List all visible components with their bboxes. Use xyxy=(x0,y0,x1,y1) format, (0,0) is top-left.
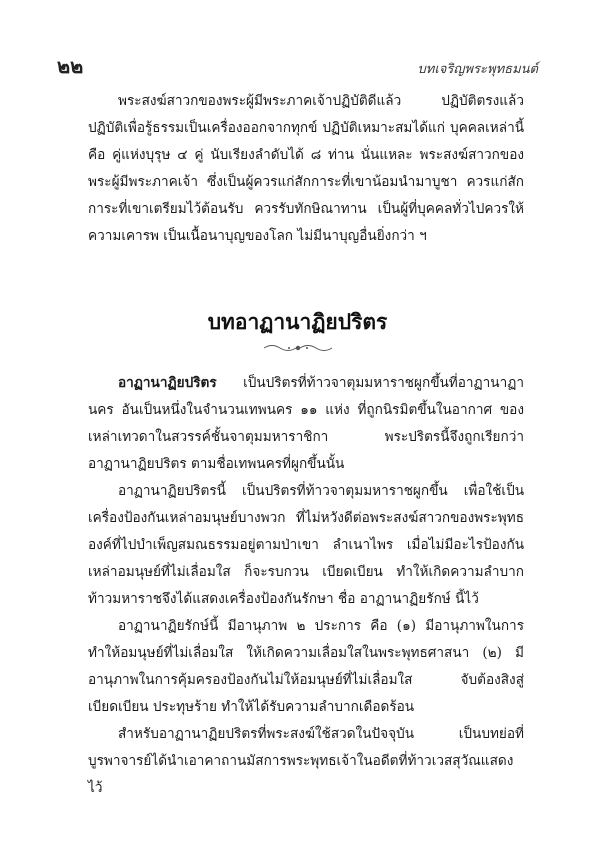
section-paragraph-2: อาฏานาฏิยปริตรนี้ เป็นปริตรที่ท้าวจาตุมมหาราชผูกขึ้น เพื่อใช้เป็นเครื่องป้องกันเหล่าอมนุษย์บางพวก ที่ไม่หวังดีต่อพระสงฆ์สาวกของพระพุทธองค์ที่ไปบำเพ็ญสมณธรรมอยู่ตามป่าเขา ลำเนาไพร เมื่อไม่มีอะไรป้องกันเหล่าอมนุษย์ที่ไม่เลื่อมใส ก็จะรบกวน เบียดเบียน ทำให้เกิดความลำบาก ท้าวมหาราชจึงได้แสดงเครื่องป้องกันรักษา ชื่อ อาฏานาฏิยรักษ์ นี้ไว้ xyxy=(88,483,524,607)
section-body xyxy=(88,370,524,802)
divider-ornament-icon xyxy=(262,342,334,354)
section-title: บทอาฏานาฏิยปริตร xyxy=(207,310,388,334)
section-paragraph-3: อาฏานาฏิยรักษ์นี้ มีอานุภาพ ๒ ประการ คือ (๑) มีอานุภาพในการทำให้อมนุษย์ที่ไม่เลื่อมใส ให้เกิดความเลื่อมใสในพระพุทธศาสนา (๒) มีอานุภาพในการคุ้มครองป้องกันไม่ให้อมนุษย์ที่ไม่เลื่อมใส จับต้องสิงสู่ เบียดเบียน ประทุษร้าย ทำให้ได้รับความลำบากเดือดร้อน xyxy=(88,618,524,715)
section-paragraph-4: สำหรับอาฏานาฏิยปริตรที่พระสงฆ์ใช้สวดในปัจจุบัน เป็นบทย่อที่บูรพาจารย์ได้นำเอาคาถานมัสการพระพุทธเจ้าในอดีตที่ท้าวเวสสุวัณแสดงไว้ xyxy=(88,726,524,796)
section-paragraph-1 xyxy=(88,370,524,478)
paragraph-text: เป็นปริตรที่ท้าวจาตุมมหาราชผูกขึ้นที่อาฏานาฏานคร อันเป็นหนึ่งในจำนวนเทพนคร ๑๑ แห่ง ที่ถูกนิรมิตขึ้นในอากาศ ของเหล่าเทวดาในสวรรค์ชั้นจาตุมมหาราชิกา พระปริตรนี้จึงถูกเรียกว่า อาฏานาฏิยปริตร ตามชื่อเทพนครที่ผูกขึ้นนั้น xyxy=(88,375,524,472)
term-heading: อาฏานาฏิยปริตร xyxy=(118,375,217,391)
intro-block xyxy=(88,88,524,250)
page-number: ๒๒ xyxy=(57,54,84,78)
running-header: บทเจริญพระพุทธมนต์ xyxy=(417,62,538,77)
intro-paragraph: พระสงฆ์สาวกของพระผู้มีพระภาคเจ้าปฏิบัติดีแล้ว ปฏิบัติตรงแล้ว ปฏิบัติเพื่อรู้ธรรมเป็นเครื่องออกจากทุกข์ ปฏิบัติเหมาะสมได้แก่ บุคคลเหล่านี้คือ คู่แห่งบุรุษ ๔ คู่ นับเรียงลำดับได้ ๘ ท่าน นั่นแหละ พระสงฆ์สาวกของพระผู้มีพระภาคเจ้า ซึ่งเป็นผู้ควรแก่สักการะที่เขาน้อมนำมาบูชา ควรแก่สักการะที่เขาเตรียมไว้ต้อนรับ ควรรับทักษิณาทาน เป็นผู้ที่บุคคลทั่วไปควรให้ความเคารพ เป็นเนื้อนาบุญของโลก ไม่มีนาบุญอื่นยิ่งกว่า ฯ xyxy=(88,93,524,244)
